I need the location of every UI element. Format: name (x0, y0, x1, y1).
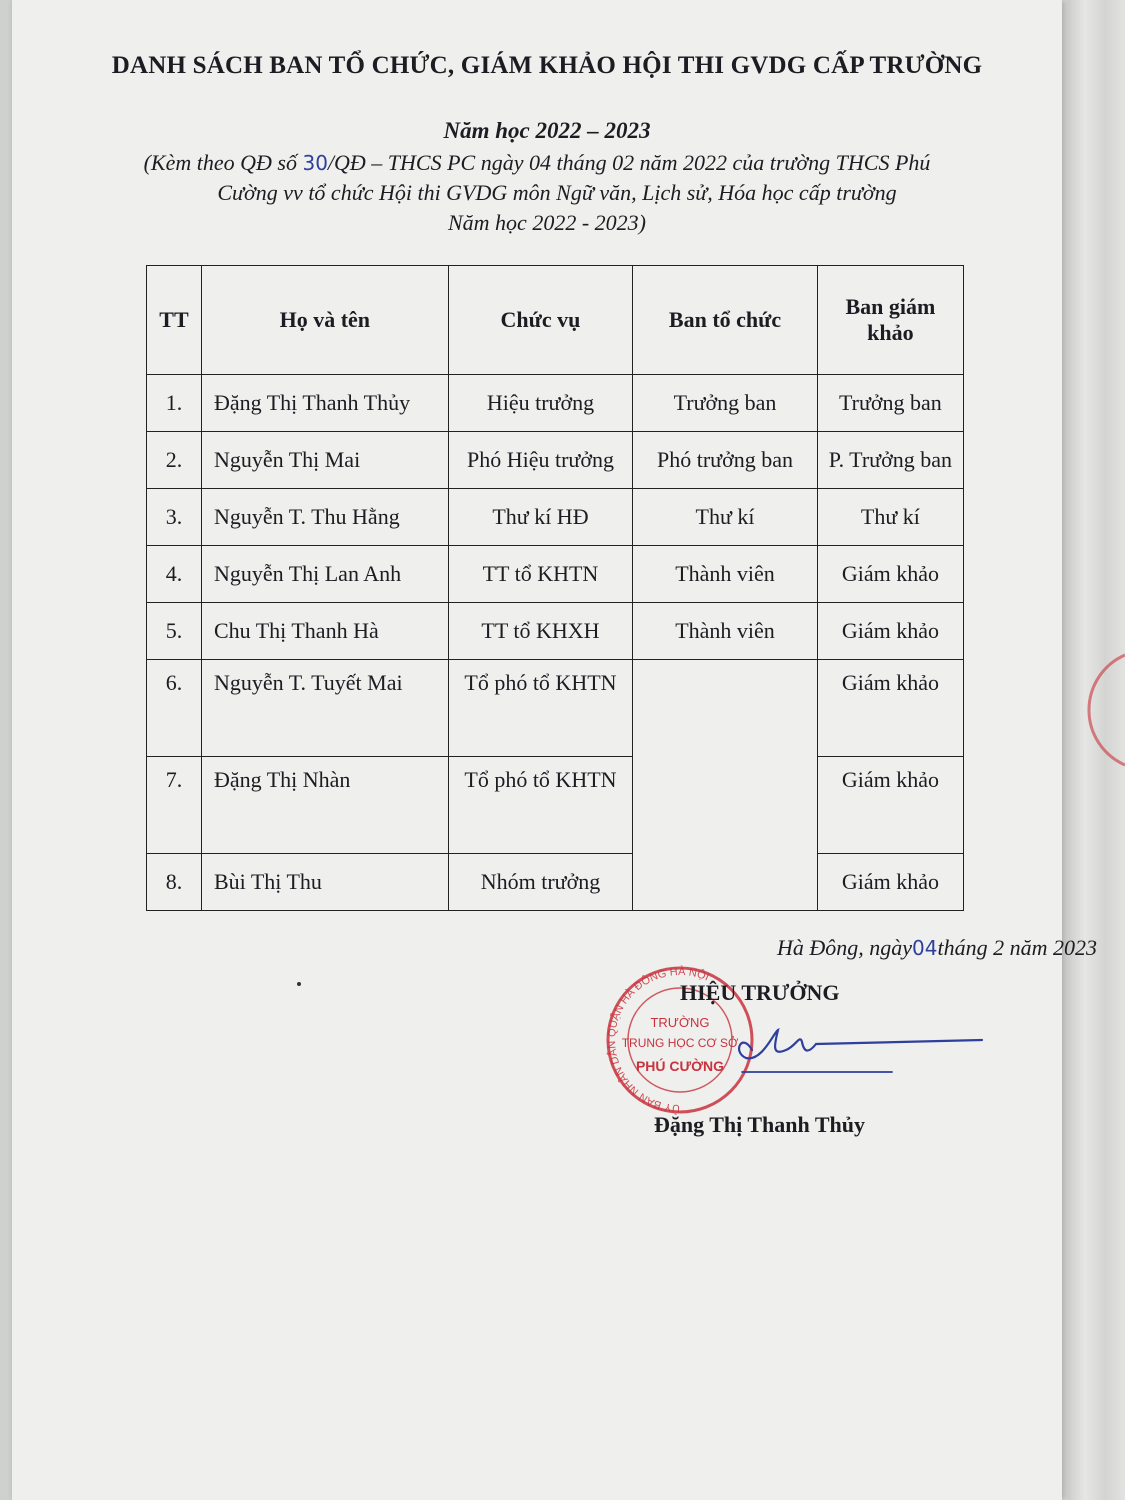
row-name: Đặng Thị Nhàn (201, 757, 448, 854)
row-number: 7. (147, 757, 202, 854)
row-judging: Trưởng ban (817, 375, 963, 432)
document-subtitle: Năm học 2022 – 2023 (443, 118, 651, 143)
attachment-line-1 (12, 150, 1062, 176)
row-number: 5. (147, 603, 202, 660)
row-organizing-merged (633, 660, 818, 911)
row-position: Phó Hiệu trưởng (448, 432, 633, 489)
header-organizing: Ban tổ chức (633, 266, 818, 375)
row-name: Đặng Thị Thanh Thủy (201, 375, 448, 432)
document-title: DANH SÁCH BAN TỔ CHỨC, GIÁM KHẢO HỘI THI GVDG CẤP TRƯỜNG (111, 52, 983, 79)
document-page (12, 0, 1097, 1500)
signatory-title: HIỆU TRƯỞNG (680, 980, 840, 1005)
attachment-prefix: (Kèm theo QĐ số (143, 150, 303, 175)
row-name: Nguyễn T. Thu Hằng (201, 489, 448, 546)
row-name: Nguyễn T. Tuyết Mai (201, 660, 448, 757)
table-row (147, 432, 964, 489)
date-place-suffix: tháng 2 năm 2023 (937, 935, 1097, 960)
row-position: TT tổ KHXH (448, 603, 633, 660)
header-position: Chức vụ (448, 266, 633, 375)
row-number: 6. (147, 660, 202, 757)
handwritten-day: 04 (912, 936, 938, 960)
table-header-row (147, 266, 964, 375)
adjacent-page-stamp-fragment (1070, 650, 1125, 770)
seal-line-1: TRƯỜNG (650, 1015, 710, 1030)
table-row (147, 660, 964, 757)
header-name: Họ và tên (201, 266, 448, 375)
row-position: Tổ phó tổ KHTN (448, 757, 633, 854)
decision-number: 30 (302, 151, 328, 175)
row-number: 8. (147, 854, 202, 911)
table-row (147, 489, 964, 546)
row-judging: Thư kí (817, 489, 963, 546)
row-judging: P. Trưởng ban (817, 432, 963, 489)
date-place-prefix: Hà Đông, ngày (777, 935, 913, 960)
row-name: Nguyễn Thị Lan Anh (201, 546, 448, 603)
seal-line-3: PHÚ CƯỜNG (635, 1058, 725, 1074)
row-number: 1. (147, 375, 202, 432)
table-row (147, 854, 964, 911)
row-position: TT tổ KHTN (448, 546, 633, 603)
row-judging: Giám khảo (817, 757, 963, 854)
row-name: Nguyễn Thị Mai (201, 432, 448, 489)
row-number: 4. (147, 546, 202, 603)
row-number: 3. (147, 489, 202, 546)
row-position: Hiệu trưởng (448, 375, 633, 432)
seal-ring-text: ỦY BAN NHÂN DÂN QUẬN HÀ ĐÔNG HÀ NỘI (605, 965, 711, 1115)
ink-speck (297, 982, 301, 986)
seal-line-2: TRUNG HỌC CƠ SỞ (621, 1036, 739, 1050)
row-position: Nhóm trưởng (448, 854, 633, 911)
row-organizing: Thành viên (633, 546, 818, 603)
attachment-line-3: Năm học 2022 - 2023) (448, 210, 646, 235)
table-row (147, 603, 964, 660)
signatory-name: Đặng Thị Thanh Thủy (654, 1112, 865, 1137)
row-judging: Giám khảo (817, 546, 963, 603)
header-tt: TT (147, 266, 202, 375)
row-judging: Giám khảo (817, 603, 963, 660)
row-name: Chu Thị Thanh Hà (201, 603, 448, 660)
row-number: 2. (147, 432, 202, 489)
row-position: Tổ phó tổ KHTN (448, 660, 633, 757)
table-row (147, 757, 964, 854)
date-place-line (12, 935, 1097, 961)
handwritten-signature (712, 1012, 992, 1092)
row-position: Thư kí HĐ (448, 489, 633, 546)
row-name: Bùi Thị Thu (201, 854, 448, 911)
attachment-line-2: Cường vv tổ chức Hội thi GVDG môn Ngữ văn, Lịch sử, Hóa học cấp trường (217, 180, 897, 205)
row-organizing: Trưởng ban (633, 375, 818, 432)
row-organizing: Thư kí (633, 489, 818, 546)
row-judging: Giám khảo (817, 660, 963, 757)
table-row (147, 546, 964, 603)
row-judging: Giám khảo (817, 854, 963, 911)
attachment-suffix: /QĐ – THCS PC ngày 04 tháng 02 năm 2022 của trường THCS Phú (327, 150, 931, 175)
committee-table (146, 265, 964, 911)
header-judging: Ban giám khảo (817, 266, 963, 375)
table-row (147, 375, 964, 432)
row-organizing: Thành viên (633, 603, 818, 660)
row-organizing: Phó trưởng ban (633, 432, 818, 489)
